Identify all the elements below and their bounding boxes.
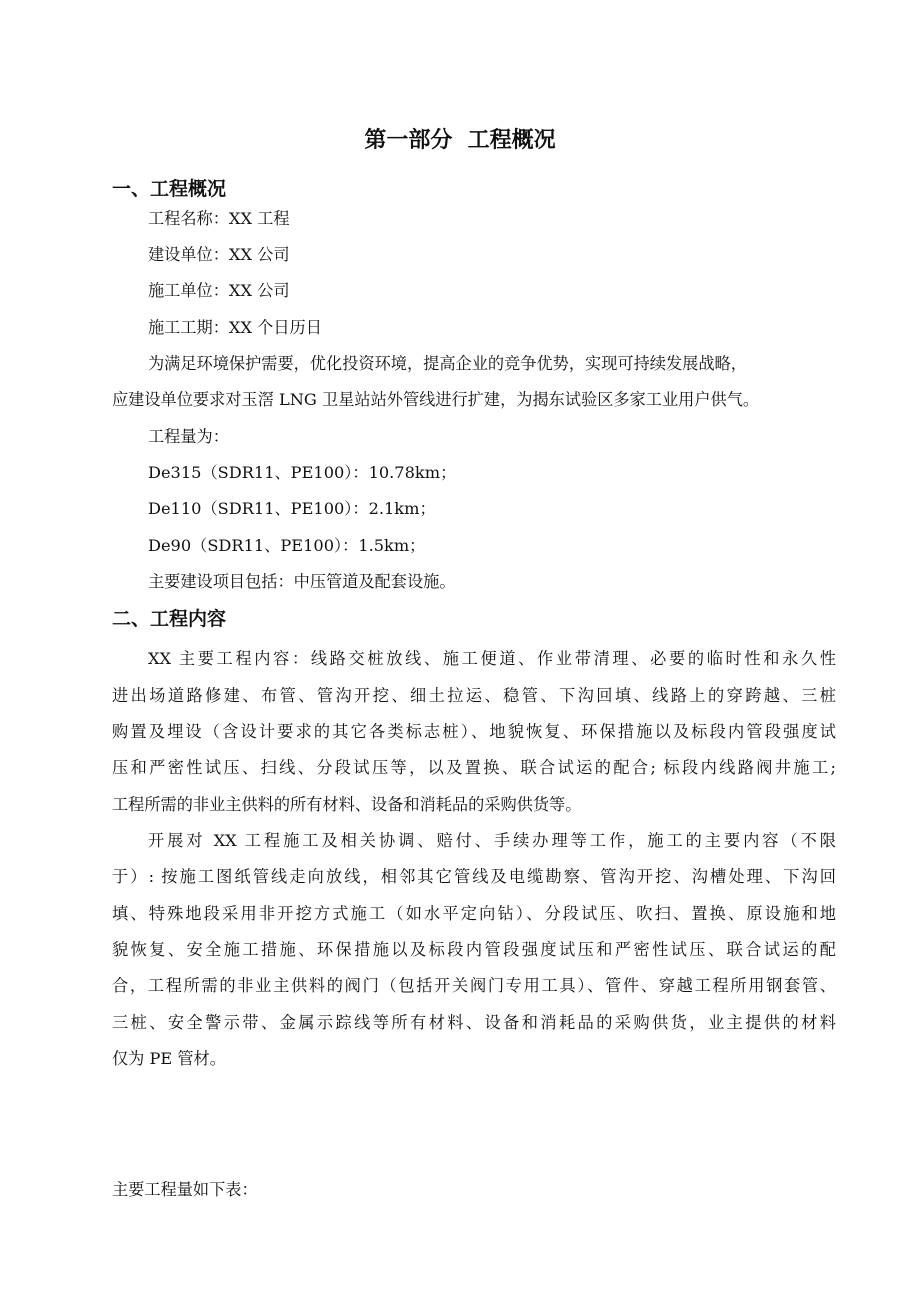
quantity-item: De110（SDR11、PE100）：2.1km； <box>148 499 436 518</box>
table-intro: 主要工程量如下表： <box>112 1180 258 1199</box>
content-para1-line: 进出场道路修建、布管、管沟开挖、细土拉运、稳管、下沟回填、线路上的穿跨越、三桩 <box>112 686 836 705</box>
construction-contractor: 施工单位：XX 公司 <box>148 281 290 300</box>
content-para2-line: 貌恢复、安全施工措施、环保措施以及标段内管段强度试压和严密性试压、联合试运的配 <box>112 940 836 959</box>
content-para1-line: XX 主要工程内容：线路交桩放线、施工便道、作业带清理、必要的临时性和永久性 <box>148 649 836 668</box>
content-para1-line: 购置及埋设（含设计要求的其它各类标志桩）、地貌恢复、环保措施以及标段内管段强度试 <box>112 722 836 741</box>
quantity-item: De90（SDR11、PE100）：1.5km； <box>148 536 426 555</box>
content-para2-line: 三桩、安全警示带、金属示踪线等所有材料、设备和消耗品的采购供货，业主提供的材料 <box>112 1013 836 1032</box>
content-para2-line: 合，工程所需的非业主供料的阀门（包括开关阀门专用工具）、管件、穿越工程所用钢套管、 <box>112 976 836 995</box>
construction-period: 施工工期：XX 个日历日 <box>148 318 322 337</box>
content-para2-line: 仅为 PE 管材。 <box>112 1049 226 1068</box>
content-para1-line: 压和严密性试压、扫线、分段试压等，以及置换、联合试运的配合; 标段内线路阀井施工; <box>112 758 836 777</box>
content-para1-line: 工程所需的非业主供料的所有材料、设备和消耗品的采购供货等。 <box>112 795 582 814</box>
main-construction-items: 主要建设项目包括：中压管道及配套设施。 <box>148 572 456 591</box>
construction-owner: 建设单位：XX 公司 <box>148 245 290 264</box>
project-name: 工程名称：XX 工程 <box>148 209 290 228</box>
content-para2-line: 于）: 按施工图纸管线走向放线，相邻其它管线及电缆勘察、管沟开挖、沟槽处理、下沟回 <box>112 867 836 886</box>
intro-line: 应建设单位要求对玉滘 LNG 卫星站站外管线进行扩建，为揭东试验区多家工业用户供气。 <box>112 390 760 409</box>
quantity-label: 工程量为： <box>148 427 229 446</box>
section-heading-content: 二、工程内容 <box>112 608 227 630</box>
content-para2-line: 开展对 XX 工程施工及相关协调、赔付、手续办理等工作，施工的主要内容（不限 <box>148 831 836 850</box>
quantity-item: De315（SDR11、PE100）：10.78km； <box>148 463 457 482</box>
intro-line: 为满足环境保护需要，优化投资环境，提高企业的竞争优势，实现可持续发展战略， <box>148 354 747 373</box>
content-para2-line: 填、特殊地段采用非开挖方式施工（如水平定向钻）、分段试压、吹扫、置换、原设施和地 <box>112 904 836 923</box>
document-title: 第一部分 工程概况 <box>364 128 556 153</box>
section-heading-overview: 一、工程概况 <box>112 178 227 200</box>
